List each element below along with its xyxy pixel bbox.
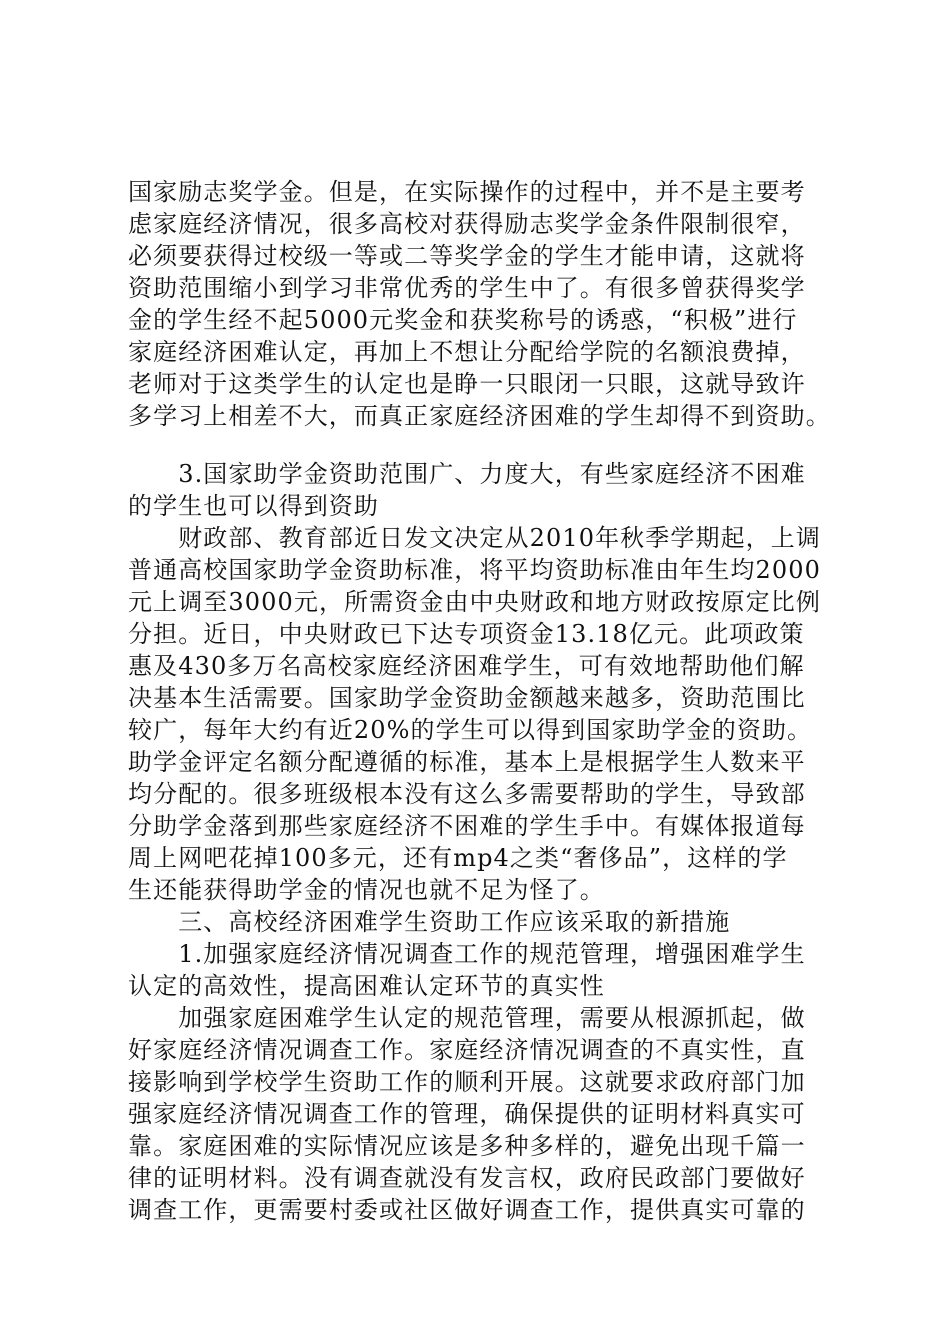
- text-line: 分助学金落到那些家庭经济不困难的学生手中。有媒体报道每: [128, 812, 806, 840]
- text-line: 好家庭经济情况调查工作。家庭经济情况调查的不真实性，直: [128, 1036, 806, 1064]
- blank-line: [128, 432, 824, 458]
- text-line: 助学金评定名额分配遵循的标准，基本上是根据学生人数来平: [128, 748, 806, 776]
- section-heading-line: 3.国家助学金资助范围广、力度大，有些家庭经济不困难: [128, 460, 806, 488]
- text-line: 资助范围缩小到学习非常优秀的学生中了。有很多曾获得奖学: [128, 274, 806, 302]
- text-line: 调查工作，更需要村委或社区做好调查工作，提供真实可靠的: [128, 1196, 806, 1224]
- paragraph-block-2: [128, 458, 824, 1226]
- text-line: 金的学生经不起5000元奖金和获奖称号的诱惑，“积极”进行: [128, 306, 798, 334]
- text-line: 惠及430多万名高校家庭经济困难学生，可有效地帮助他们解: [128, 652, 805, 680]
- document-page: [128, 176, 831, 1226]
- text-line: 接影响到学校学生资助工作的顺利开展。这就要求政府部门加: [128, 1068, 806, 1096]
- text-line: 较广，每年大约有近20%的学生可以得到国家助学金的资助。: [128, 716, 813, 744]
- text-line: 必须要获得过校级一等或二等奖学金的学生才能申请，这就将: [128, 242, 806, 270]
- text-line: 均分配的。很多班级根本没有这么多需要帮助的学生，导致部: [128, 780, 806, 808]
- text-line: 元上调至3000元，所需资金由中央财政和地方财政按原定比例: [128, 588, 821, 616]
- text-line: 普通高校国家助学金资助标准，将平均资助标准由年生均2000: [128, 556, 821, 584]
- text-line: 周上网吧花掉100多元，还有mp4之类“奢侈品”，这样的学: [128, 844, 788, 872]
- text-line: 生还能获得助学金的情况也就不足为怪了。: [128, 876, 605, 904]
- text-line: 靠。家庭困难的实际情况应该是多种多样的，避免出现千篇一: [128, 1132, 806, 1160]
- text-line: 决基本生活需要。国家助学金资助金额越来越多，资助范围比: [128, 684, 806, 712]
- text-line: 财政部、教育部近日发文决定从2010年秋季学期起，上调: [128, 524, 821, 552]
- text-line: 虑家庭经济情况，很多高校对获得励志奖学金条件限制很窄，: [128, 210, 806, 238]
- paragraph-block-1: [128, 176, 831, 432]
- text-line: 多学习上相差不大，而真正家庭经济困难的学生却得不到资助。: [128, 402, 831, 430]
- section-heading-line: 的学生也可以得到资助: [128, 492, 379, 520]
- text-line: 国家励志奖学金。但是，在实际操作的过程中，并不是主要考: [128, 178, 806, 206]
- section-heading-line: 认定的高效性，提高困难认定环节的真实性: [128, 972, 605, 1000]
- text-line: 分担。近日，中央财政已下达专项资金13.18亿元。此项政策: [128, 620, 805, 648]
- text-line: 加强家庭困难学生认定的规范管理，需要从根源抓起，做: [128, 1004, 806, 1032]
- section-heading-line: 1.加强家庭经济情况调查工作的规范管理，增强困难学生: [128, 940, 806, 968]
- text-line: 强家庭经济情况调查工作的管理，确保提供的证明材料真实可: [128, 1100, 806, 1128]
- section-heading-line: 三、高校经济困难学生资助工作应该采取的新措施: [128, 908, 731, 936]
- text-line: 律的证明材料。没有调查就没有发言权，政府民政部门要做好: [128, 1164, 806, 1192]
- text-line: 老师对于这类学生的认定也是睁一只眼闭一只眼，这就导致许: [128, 370, 806, 398]
- text-line: 家庭经济困难认定，再加上不想让分配给学院的名额浪费掉，: [128, 338, 806, 366]
